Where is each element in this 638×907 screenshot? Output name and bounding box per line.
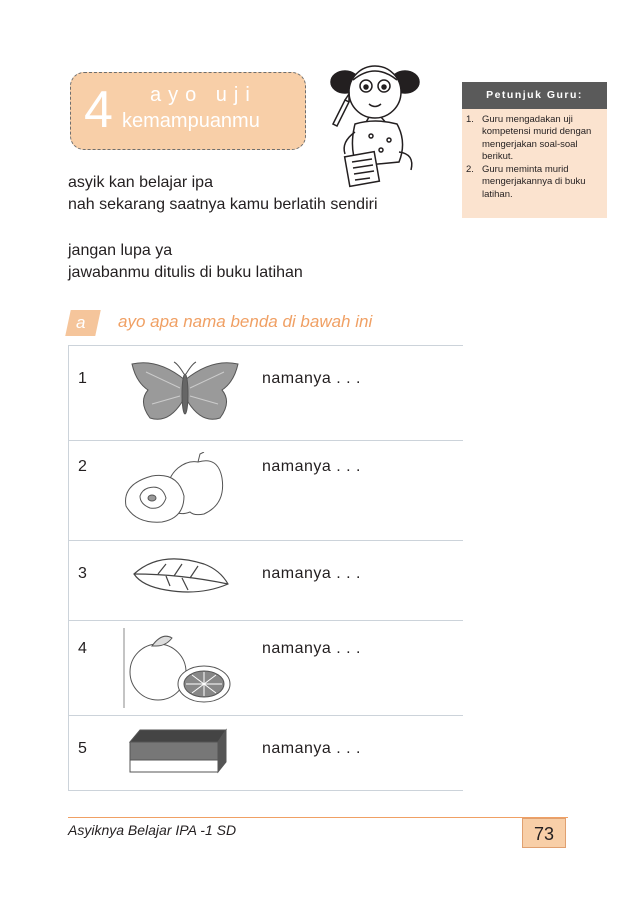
- question-number: 5: [78, 740, 87, 757]
- question-number: 3: [78, 565, 87, 582]
- list-item: 2. Guru meminta murid mengerjakannya di buku latihan.: [466, 164, 586, 200]
- question-number: 1: [78, 370, 87, 387]
- divider: [68, 790, 463, 791]
- eraser-icon: [126, 728, 230, 776]
- divider: [68, 620, 463, 621]
- book-title: Asyiknya Belajar IPA -1 SD: [68, 822, 237, 838]
- question-text: namanya . . .: [262, 640, 361, 657]
- teacher-guide-heading: Petunjuk Guru:: [462, 82, 607, 109]
- title-line-2: kemampuanmu: [122, 110, 260, 132]
- section-title: ayo apa nama benda di bawah ini: [118, 312, 373, 331]
- section-letter: a: [76, 313, 86, 332]
- orange-icon: [122, 628, 232, 710]
- question-text: namanya . . .: [262, 370, 361, 387]
- teacher-guide-list: [466, 114, 604, 202]
- divider: [68, 715, 463, 716]
- apple-icon: [118, 452, 228, 527]
- divider: [68, 345, 69, 790]
- question-number: 4: [78, 640, 87, 657]
- question-text: namanya . . .: [262, 458, 361, 475]
- list-item: 1. Guru mengadakan uji kompetensi murid dengan mengerjakan soal-soal berikut.: [466, 114, 592, 162]
- divider: [68, 345, 463, 346]
- leaf-icon: [130, 554, 230, 596]
- butterfly-icon: [128, 358, 242, 428]
- question-number: 2: [78, 458, 87, 475]
- intro-line-4: jawabanmu ditulis di buku latihan: [68, 264, 303, 281]
- intro-line-1: asyik kan belajar ipa: [68, 174, 213, 191]
- lesson-number: 4: [84, 81, 113, 139]
- question-text: namanya . . .: [262, 565, 361, 582]
- title-line-1: ayo uji: [150, 84, 257, 106]
- divider: [68, 540, 463, 541]
- divider: [68, 440, 463, 441]
- intro-line-2: nah sekarang saatnya kamu berlatih sendiri: [68, 196, 378, 213]
- page-number: 73: [522, 818, 566, 848]
- footer-divider: [68, 817, 568, 818]
- question-text: namanya . . .: [262, 740, 361, 757]
- girl-writing-icon: [325, 62, 445, 202]
- intro-line-3: jangan lupa ya: [68, 242, 173, 259]
